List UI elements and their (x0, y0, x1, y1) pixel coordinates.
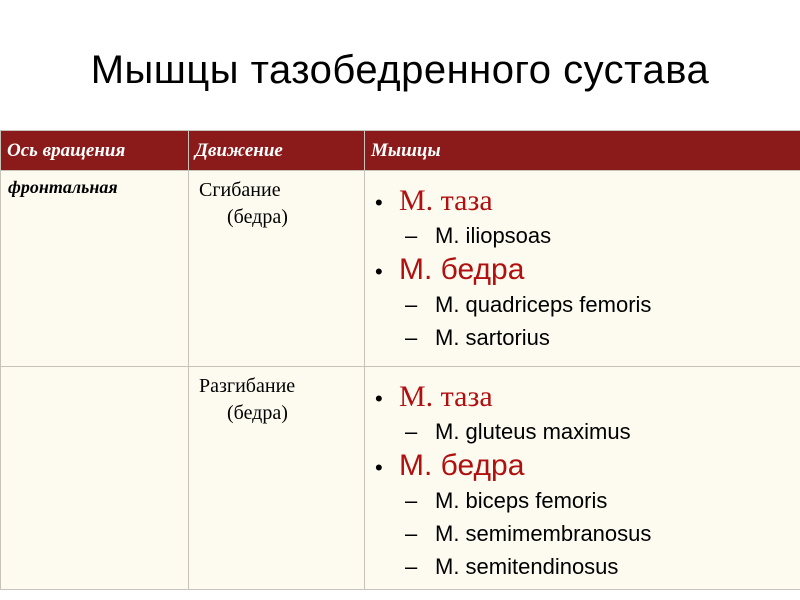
axis-cell (1, 171, 189, 367)
muscle-name: M. sartorius (435, 325, 550, 350)
muscle-name: M. quadriceps femoris (435, 292, 652, 317)
slide-title: Мышцы тазобедренного сустава (90, 48, 710, 92)
bullet-icon: • (375, 259, 383, 284)
dash-icon: – (405, 223, 418, 248)
muscle-item (373, 550, 800, 583)
muscle-item (373, 288, 800, 321)
movement-line2: (бедра) (227, 402, 288, 424)
dash-icon: – (405, 488, 418, 513)
muscle-item (373, 517, 800, 550)
muscle-group (373, 448, 800, 484)
header-movement: Движение (189, 131, 365, 171)
muscle-group-name: М. таза (399, 380, 493, 413)
movement-line1: Сгибание (199, 179, 281, 201)
muscle-name: M. semimembranosus (435, 521, 652, 546)
table-header-row (1, 131, 800, 171)
muscles-cell (365, 171, 800, 367)
muscle-name: M. gluteus maximus (435, 419, 631, 444)
muscles-cell (365, 367, 800, 590)
axis-text (1, 367, 188, 373)
muscles-table (0, 130, 800, 590)
movement-line2: (бедра) (227, 206, 288, 228)
muscle-group (373, 183, 800, 219)
muscle-name: M. semitendinosus (435, 554, 619, 579)
muscle-group-name: М. бедра (399, 253, 525, 286)
dash-icon: – (405, 419, 418, 444)
movement-cell (189, 171, 365, 367)
movement-cell (189, 367, 365, 590)
muscle-item (373, 484, 800, 517)
muscle-group (373, 252, 800, 288)
muscle-group-name: М. таза (399, 184, 493, 217)
muscle-group (373, 379, 800, 415)
muscle-name: M. iliopsoas (435, 223, 552, 248)
dash-icon: – (405, 325, 418, 350)
dash-icon: – (405, 292, 418, 317)
table-row (1, 367, 800, 590)
dash-icon: – (405, 521, 418, 546)
axis-cell (1, 367, 189, 590)
muscle-name: M. biceps femoris (435, 488, 608, 513)
axis-text: фронтальная (8, 177, 118, 197)
bullet-icon: • (375, 190, 383, 215)
muscle-item (373, 321, 800, 354)
muscle-list (365, 367, 800, 583)
bullet-icon: • (375, 455, 383, 480)
header-muscles: Мышцы (365, 131, 800, 171)
bullet-icon: • (375, 386, 383, 411)
muscle-item (373, 219, 800, 252)
header-axis: Ось вращения (1, 131, 189, 171)
movement-line1: Разгибание (199, 375, 296, 397)
muscle-list (365, 171, 800, 354)
muscle-item (373, 415, 800, 448)
dash-icon: – (405, 554, 418, 579)
movement-text (189, 171, 364, 231)
movement-text (189, 367, 364, 427)
muscle-group-name: М. бедра (399, 449, 525, 482)
table-row (1, 171, 800, 367)
